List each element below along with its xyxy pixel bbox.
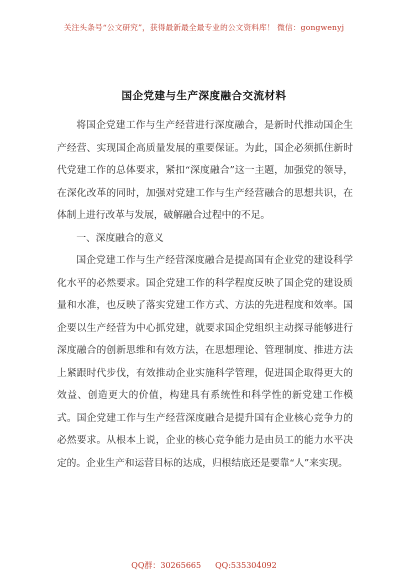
document-title: 国企党建与生产深度融合交流材料 <box>121 90 287 102</box>
section-heading: 一、深度融合的意义 <box>76 232 164 244</box>
top-promo-notice: 关注头条号“公文研究”，获得最新最全最专业的公文资料库！ 微信：gongwenyj <box>63 23 345 32</box>
qq-number-text: QQ:535304092 <box>215 561 277 570</box>
qq-group-text: QQ群：30265665 <box>131 561 202 570</box>
section-paragraph: 国企党建工作与生产经营深度融合是提高国有企业党的建设科学化水平的必然要求。国企党建工作的科学程度反映了国企党的建设质量和水准，也反映了落实党建工作方式、方法的先进程度和效率。国企要以生产经营为中心抓党建，就要求国企党组织主动探寻能够进行深度融合的创新思维和有效方法，在思想理论、管理制度、推进方法上紧跟时代步伐，有效推动企业实施科学管理，促进国企取得更大的效益、创造更大的价值，构建具有系统性和科学性的新党建工作模式。国企党建工作与生产经营深度融合是提升国有企业核心竞争力的必然要求。从根本上说，企业的核心竞争能力是由员工的能力水平决定的。企业生产和运营目标的达成，归根结底还是要靠“人”来实现。 <box>57 255 353 469</box>
document-body <box>57 115 353 475</box>
footer-contact <box>0 560 408 571</box>
intro-paragraph: 将国企党建工作与生产经营进行深度融合，是新时代推动国企生产经营、实现国企高质量发展的重要保证。为此，国企必须抓住新时代党建工作的总体要求，紧扣“深度融合”这一主题，加强党的领导，在深化改革的同时，加强对党建工作与生产经营融合的思想共识，在体制上进行改革与发展，破解融合过程中的不足。 <box>57 120 353 221</box>
